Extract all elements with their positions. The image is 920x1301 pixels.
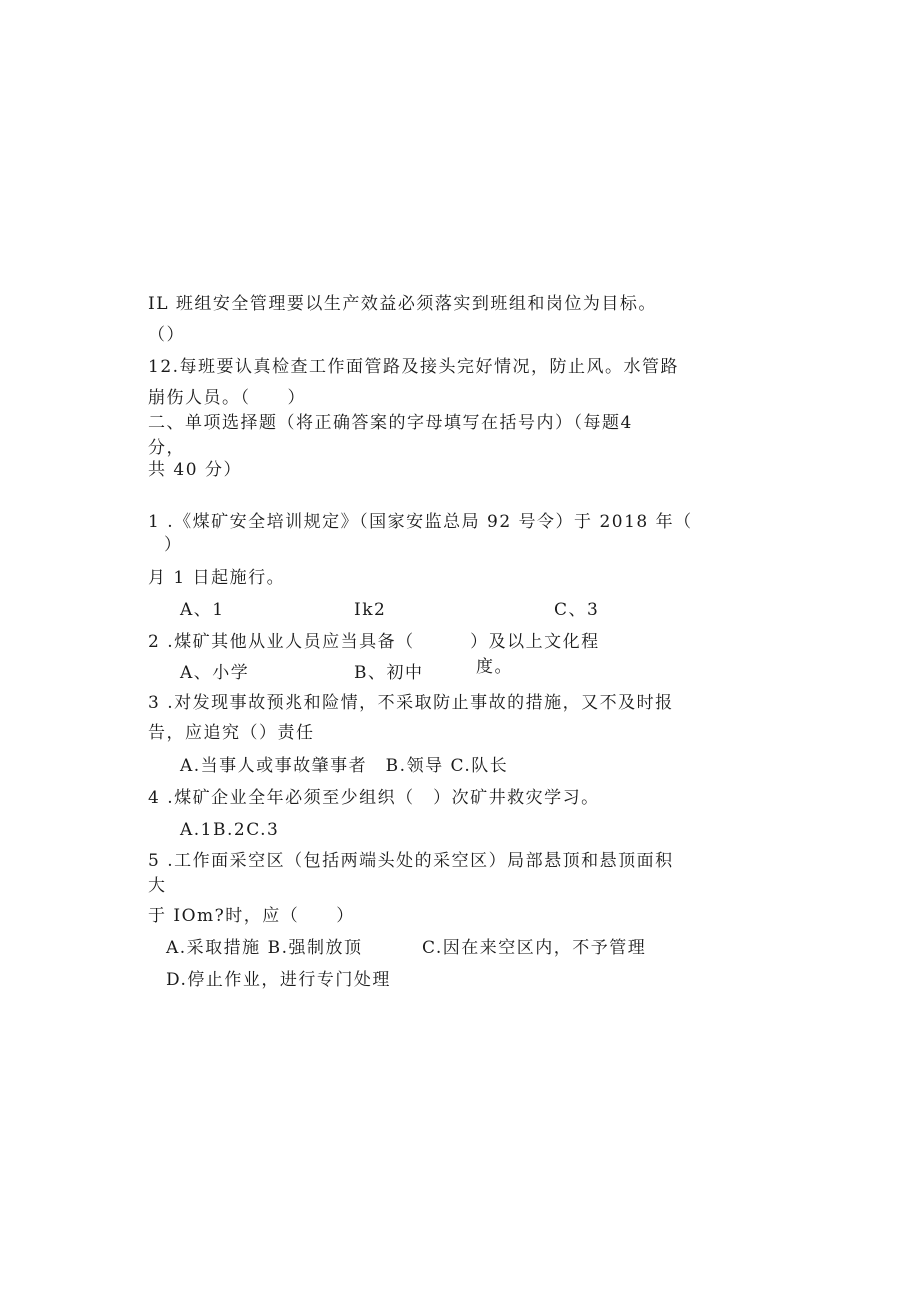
section-2-heading-line1: 二、单项选择题（将正确答案的字母填写在括号内）（每题4 — [148, 413, 633, 433]
mc-question-4-options: A.1B.2C.3 — [180, 820, 280, 840]
mc-question-5-line1: 5 .工作面采空区（包括两端头处的采空区）局部悬顶和悬顶面积 — [148, 851, 674, 871]
mc-question-2: 2 .煤矿其他从业人员应当具备（ ）及以上文化程 — [148, 632, 600, 652]
mc-question-5-line2: 大 — [148, 876, 167, 896]
mc-question-5-options-ab: A.采取措施 B.强制放顶 — [166, 938, 363, 958]
mc-question-1-option-a: A、1 — [180, 600, 225, 620]
question-11-answer-bracket: （） — [148, 325, 185, 345]
mc-question-1-line2: ） — [164, 535, 183, 555]
mc-question-2-option-a: A、小学 — [180, 663, 250, 683]
question-11: IL 班组安全管理要以生产效益必须落实到班组和岗位为目标。 — [148, 294, 657, 314]
section-2-heading-line2: 分， — [148, 438, 185, 458]
mc-question-3-line2: 告，应追究（）责任 — [148, 723, 315, 743]
mc-question-2-option-b: B、初中 — [354, 663, 424, 683]
mc-question-5-line3: 于 IOm?时，应（ ） — [148, 906, 355, 926]
mc-question-1-option-b: Ik2 — [354, 600, 387, 620]
question-12-line1: 12.每班要认真检查工作面管路及接头完好情况，防止风。水管路 — [148, 357, 680, 377]
mc-question-3-options: A.当事人或事故肇事者 B.领导 C.队长 — [180, 756, 509, 776]
section-2-heading-line3: 共 40 分） — [148, 460, 242, 480]
mc-question-5-option-c: C.因在来空区内，不予管理 — [422, 938, 647, 958]
mc-question-1-line1: 1 .《煤矿安全培训规定》（国家安监总局 92 号令）于 2018 年（ — [148, 512, 693, 532]
mc-question-5-option-d: D.停止作业，进行专门处理 — [166, 970, 391, 990]
question-12-line2: 崩伤人员。（ ） — [148, 388, 306, 408]
mc-question-2-tail: 度。 — [476, 657, 513, 677]
mc-question-1-option-c: C、3 — [554, 600, 600, 620]
mc-question-3-line1: 3 .对发现事故预兆和险情，不采取防止事故的措施，又不及时报 — [148, 693, 674, 713]
mc-question-4: 4 .煤矿企业全年必须至少组织（ ）次矿井救灾学习。 — [148, 788, 600, 808]
mc-question-1-line3: 月 1 日起施行。 — [148, 568, 286, 588]
